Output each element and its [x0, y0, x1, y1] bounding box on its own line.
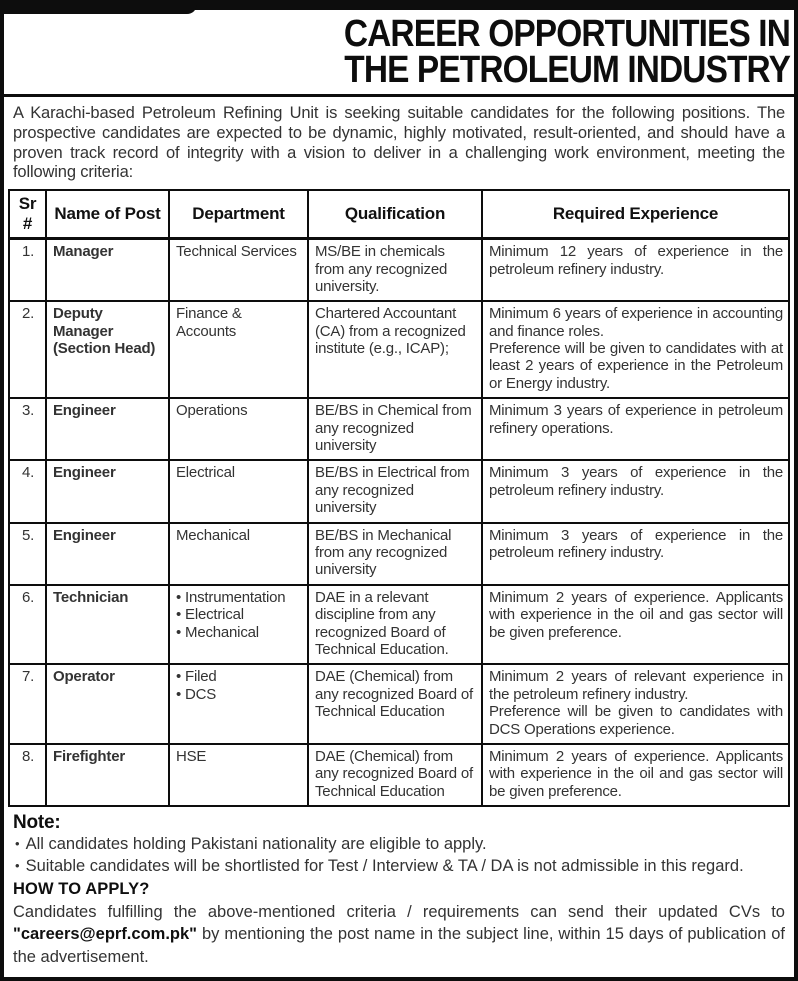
bullet-icon: •	[15, 857, 20, 873]
row-serial: 2.	[9, 301, 46, 398]
row-experience	[482, 398, 789, 460]
row-experience	[482, 460, 789, 522]
department-line: • Electrical	[176, 606, 244, 624]
row-post-name: Engineer	[46, 523, 169, 585]
row-experience	[482, 523, 789, 585]
row-qualification: BE/BS in Electrical from any recognized university	[308, 460, 482, 522]
row-post-name: Manager	[46, 239, 169, 302]
how-to-apply-heading: HOW TO APPLY?	[13, 879, 150, 898]
row-qualification: BE/BS in Mechanical from any recognized university	[308, 523, 482, 585]
row-experience	[482, 301, 789, 398]
experience-paragraph: Minimum 12 years of experience in the petroleum refinery industry.	[489, 243, 783, 278]
bullet-icon: •	[15, 836, 20, 852]
row-serial: 3.	[9, 398, 46, 460]
experience-paragraph: Minimum 6 years of experience in accounting and finance roles.	[489, 305, 783, 340]
experience-paragraph: Minimum 3 years of experience in petroleum refinery operations.	[489, 402, 783, 437]
position-row	[9, 585, 789, 665]
note-heading: Note:	[13, 812, 61, 834]
table-header-row	[9, 190, 789, 239]
intro-paragraph: A Karachi-based Petroleum Refining Unit is seeking suitable candidates for the following positions. The prospective candidates are expected to be dynamic, highly motivated, result-oriented, and should have a proven track record of integrity with a vision to deliver in a challenging work environment, meeting the following criteria:	[13, 103, 785, 182]
position-row	[9, 398, 789, 460]
note-item	[13, 834, 785, 856]
position-row	[9, 239, 789, 302]
careers-email: "careers@eprf.com.pk"	[13, 925, 197, 944]
col-header-experience: Required Experience	[482, 190, 789, 239]
row-qualification: BE/BS in Chemical from any recognized university	[308, 398, 482, 460]
row-serial: 7.	[9, 664, 46, 744]
department-line: Technical Services	[176, 243, 297, 261]
department-line: Mechanical	[176, 526, 250, 544]
row-qualification: MS/BE in chemicals from any recognized university.	[308, 239, 482, 302]
note-item-text: All candidates holding Pakistani nationality are eligible to apply.	[25, 835, 487, 854]
row-post-name: Firefighter	[46, 744, 169, 806]
ad-title-line1: CAREER OPPORTUNITIES IN	[343, 13, 790, 55]
row-experience	[482, 664, 789, 744]
row-department	[169, 239, 308, 302]
col-header-post: Name of Post	[46, 190, 169, 239]
department-line: Operations	[176, 402, 248, 420]
department-line: Finance & Accounts	[176, 305, 242, 340]
experience-paragraph: Minimum 2 years of experience. Applicants with experience in the oil and gas sector will be given preference.	[489, 747, 783, 800]
note-item-text: Suitable candidates will be shortlisted for Test / Interview & TA / DA is not admissible in this regard.	[25, 856, 744, 875]
position-row	[9, 460, 789, 522]
row-department	[169, 398, 308, 460]
row-post-name: Engineer	[46, 398, 169, 460]
row-experience	[482, 239, 789, 302]
row-department	[169, 460, 308, 522]
department-line: HSE	[176, 747, 207, 765]
row-serial: 1.	[9, 239, 46, 302]
position-row	[9, 664, 789, 744]
row-serial: 5.	[9, 523, 46, 585]
top-left-tab	[4, 4, 197, 14]
experience-paragraph: Minimum 2 years of experience. Applicants with experience in the oil and gas sector will be given preference.	[489, 588, 783, 641]
position-row	[9, 301, 789, 398]
col-header-sr: Sr #	[9, 190, 46, 239]
row-post-name: Engineer	[46, 460, 169, 522]
row-department	[169, 523, 308, 585]
row-serial: 4.	[9, 460, 46, 522]
row-serial: 8.	[9, 744, 46, 806]
position-row	[9, 523, 789, 585]
note-item	[13, 856, 785, 878]
experience-paragraph: Minimum 3 years of experience in the petroleum refinery industry.	[489, 526, 783, 561]
apply-text-after: by mentioning the post name in the subject line, within 15 days of publication of the advertisement.	[13, 925, 785, 967]
col-header-department: Department	[169, 190, 308, 239]
experience-paragraph: Preference will be given to candidates with DCS Operations experience.	[489, 703, 783, 738]
department-line: • DCS	[176, 685, 217, 703]
row-experience	[482, 744, 789, 806]
experience-paragraph: Preference will be given to candidates with at least 2 years of experience in the Petroleum or Energy industry.	[489, 340, 783, 392]
row-qualification: DAE (Chemical) from any recognized Board of Technical Education	[308, 744, 482, 806]
department-line: • Mechanical	[176, 623, 259, 641]
row-department	[169, 301, 308, 398]
position-row	[9, 744, 789, 806]
apply-text-before: Candidates fulfilling the above-mentioned criteria / requirements can send their updated CVs to	[13, 902, 785, 921]
col-header-qualification: Qualification	[308, 190, 482, 239]
row-qualification: DAE in a relevant discipline from any recognized Board of Technical Education.	[308, 585, 482, 665]
row-post-name: Operator	[46, 664, 169, 744]
masthead	[4, 10, 794, 97]
department-line: • Filed	[176, 668, 217, 686]
experience-paragraph: Minimum 3 years of experience in the petroleum refinery industry.	[489, 464, 783, 499]
row-post-name: Deputy Manager (Section Head)	[46, 301, 169, 398]
row-experience	[482, 585, 789, 665]
row-department	[169, 585, 308, 665]
department-line: Electrical	[176, 464, 235, 482]
row-department	[169, 744, 308, 806]
row-department	[169, 664, 308, 744]
experience-paragraph: Minimum 2 years of relevant experience in the petroleum refinery industry.	[489, 668, 783, 703]
ad-title-line2: THE PETROLEUM INDUSTRY	[344, 49, 790, 92]
department-line: • Instrumentation	[176, 588, 286, 606]
row-qualification: Chartered Accountant (CA) from a recognized institute (e.g., ICAP);	[308, 301, 482, 398]
how-to-apply-paragraph	[13, 901, 785, 969]
row-serial: 6.	[9, 585, 46, 665]
footer-section	[4, 807, 794, 977]
row-post-name: Technician	[46, 585, 169, 665]
positions-table	[8, 189, 790, 807]
row-qualification: DAE (Chemical) from any recognized Board of Technical Education	[308, 664, 482, 744]
